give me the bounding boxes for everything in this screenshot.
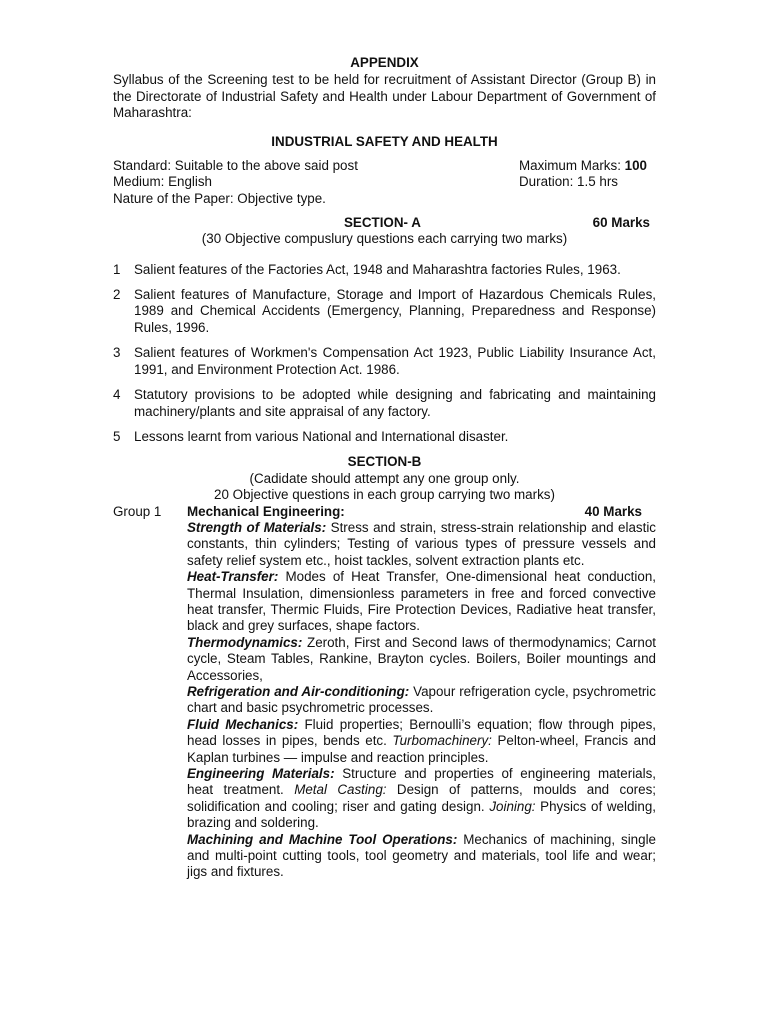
item-number: 5 [113, 428, 121, 444]
list-item [113, 387, 656, 420]
section-b-name: SECTION-B [347, 454, 422, 470]
section-a-marks: 60 Marks [592, 215, 650, 231]
subtopic-title: Metal Casting: [294, 782, 387, 798]
topic-title: Machining and Machine Tool Operations: [187, 831, 458, 847]
section-a-heading [113, 215, 656, 231]
topic-text: Fluid properties; Bernoulli’s equation; flow through pipes, head losses in pipes, bends etc. [187, 716, 656, 749]
subtopic-title: Turbomachinery: [392, 733, 492, 749]
topic-fluid-mechanics [187, 717, 656, 766]
item-number: 1 [113, 261, 121, 277]
item-number: 2 [113, 287, 121, 303]
group-heading [187, 504, 656, 520]
item-text: Statutory provisions to be adopted while designing and fabricating and maintaining machinery/plants and site appraisal of any factory. [134, 387, 656, 419]
topic-text: Stress and strain, stress-strain relationship and elastic constants, thin cylinders; Testing of various types of pressure vessels and safety relief system etc., hoist tackles, solvent extraction plants etc. [187, 519, 657, 568]
section-b [113, 454, 656, 881]
section-b-note-2: 20 Objective questions in each group carrying two marks) [214, 487, 555, 503]
topic-title: Thermodynamics: [187, 634, 303, 650]
document-page [113, 55, 656, 881]
appendix-title: APPENDIX [350, 55, 419, 70]
section-a-note: (30 Objective compuslury questions each carrying two marks) [201, 231, 568, 247]
group-title: Mechanical Engineering: [187, 503, 345, 519]
nature-text: Nature of the Paper: Objective type. [113, 190, 326, 206]
topic-text: Physics of welding, brazing and soldering. [187, 798, 656, 831]
max-marks-value: 100 [624, 158, 647, 174]
item-text: Salient features of Workmen's Compensation Act 1923, Public Liability Insurance Act, 1991, and Environment Protection Act. 1986. [134, 345, 656, 377]
item-text: Lessons learnt from various National and International disaster. [134, 428, 509, 444]
topic-text: Modes of Heat Transfer, One-dimensional heat conduction, Thermal Insulation, dimensionless parameters in free and forced convective heat transfer, Thermic Fluids, Fire Protection Devices, Radiative heat transfer, black and grey surfaces, shape factors. [187, 569, 656, 634]
medium-text: Medium: English [113, 174, 212, 190]
subtopic-title: Joining: [489, 798, 536, 814]
group-marks: 40 Marks [584, 503, 642, 519]
list-item [113, 429, 656, 445]
section-a-list [113, 262, 656, 446]
topic-text: Pelton-wheel, Francis and Kaplan turbines — impulse and reaction principles. [187, 733, 656, 765]
topic-text: Zeroth, First and Second laws of thermodynamics; Carnot cycle, Steam Tables, Rankine, Brayton cycles. Boilers, Boiler mountings and Accessories, [187, 634, 656, 683]
group-body [187, 504, 656, 881]
topic-strength-of-materials [187, 520, 656, 569]
standard-text: Standard: Suitable to the above said post [113, 158, 358, 174]
topic-title: Refrigeration and Air-conditioning: [187, 684, 410, 699]
item-text: Salient features of Manufacture, Storage and Import of Hazardous Chemicals Rules, 1989 and Chemical Accidents (Emergency, Planning, Preparedness and Response) Rules, 1996. [134, 287, 656, 335]
list-item [113, 287, 656, 336]
main-heading: INDUSTRIAL SAFETY AND HEALTH [271, 133, 498, 149]
topic-title: Fluid Mechanics: [187, 716, 299, 732]
paper-meta [113, 158, 656, 207]
topic-title: Strength of Materials: [187, 519, 327, 535]
topic-title: Engineering Materials: [187, 766, 335, 782]
item-number: 4 [113, 387, 121, 403]
topic-text: Structure and properties of engineering materials, heat treatment. [187, 766, 657, 798]
item-text: Salient features of the Factories Act, 1948 and Maharashtra factories Rules, 1963. [134, 261, 621, 277]
list-item [113, 262, 656, 278]
list-item [113, 345, 656, 378]
section-a-name: SECTION- A [344, 215, 421, 231]
topic-refrigeration [187, 684, 656, 717]
group-1 [113, 504, 656, 881]
section-b-note-1: (Cadidate should attempt any one group only. [249, 470, 520, 486]
topic-title: Heat-Transfer: [187, 569, 279, 585]
group-label: Group 1 [113, 503, 162, 519]
topic-text: Mechanics of machining, single and multi-point cutting tools, tool geometry and materials, tool life and wear; jigs and fixtures. [187, 831, 656, 880]
max-marks-label: Maximum Marks: [519, 158, 625, 174]
intro-paragraph: Syllabus of the Screening test to be held for recruitment of Assistant Director (Group B) in the Directorate of Industrial Safety and Health under Labour Department of Government of Maharashtra: [113, 72, 656, 121]
topic-engineering-materials [187, 766, 656, 832]
max-marks [519, 158, 656, 174]
duration-text: Duration: 1.5 hrs [519, 174, 618, 190]
topic-heat-transfer [187, 569, 656, 635]
topic-text: Vapour refrigeration cycle, psychrometric chart and basic psychrometric processes. [187, 684, 656, 716]
topic-text: Design of patterns, moulds and cores; solidification and cooling; riser and gating design. [187, 782, 656, 814]
item-number: 3 [113, 345, 121, 361]
topic-machining [187, 832, 656, 881]
topic-thermodynamics [187, 635, 656, 684]
